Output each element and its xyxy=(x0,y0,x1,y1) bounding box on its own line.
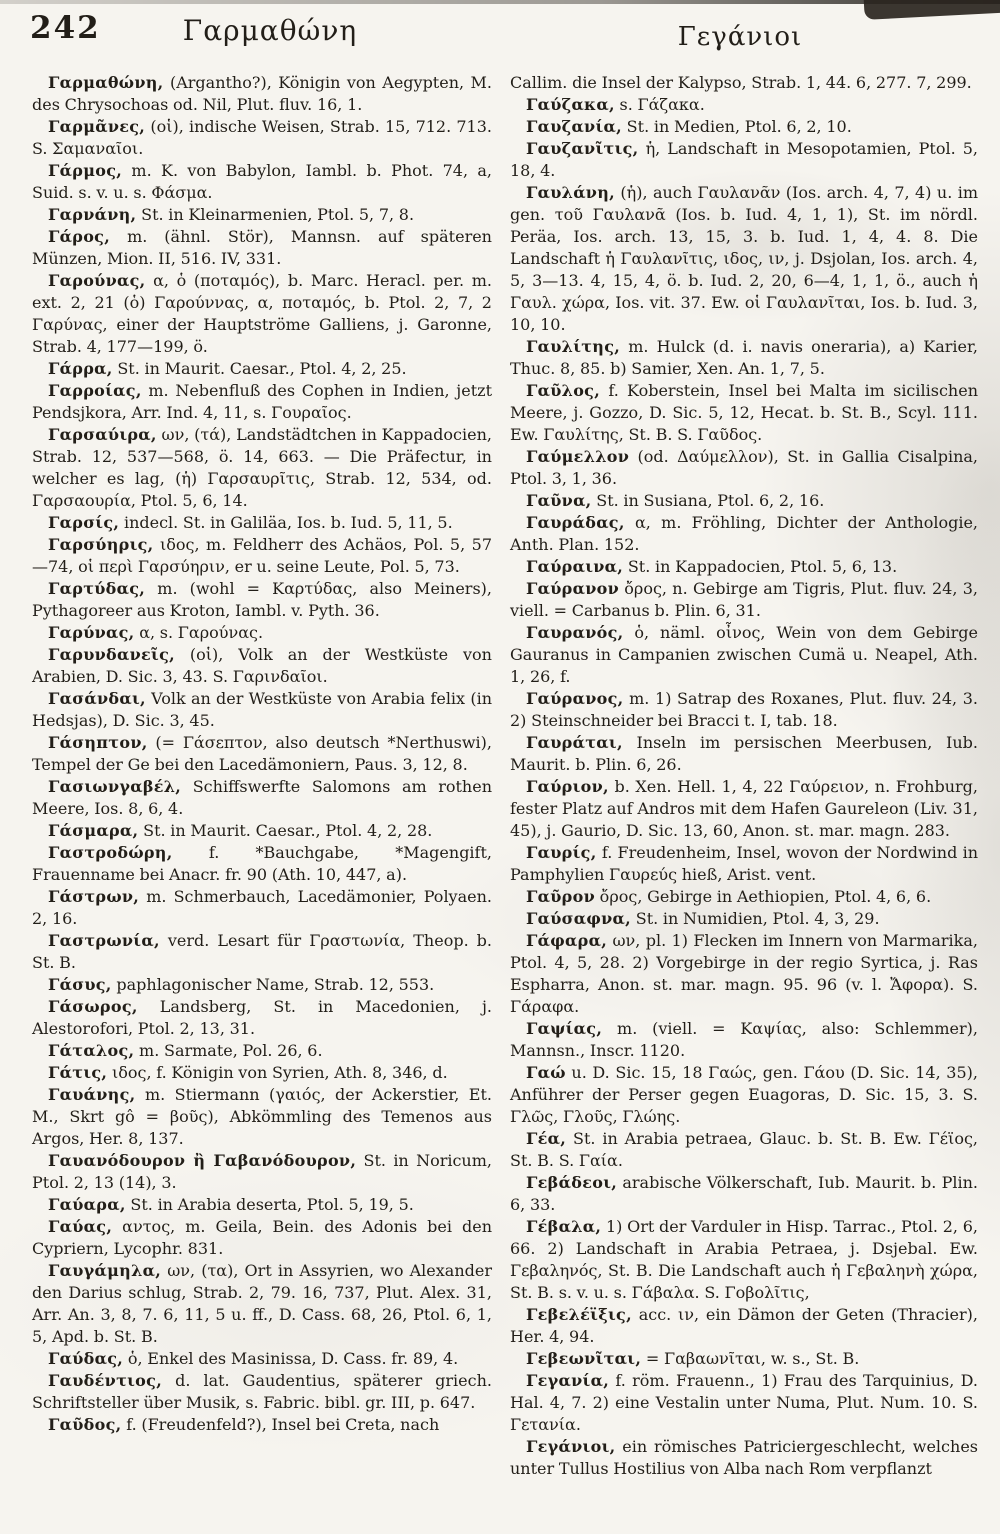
entry-text: f. Koberstein, Insel bei Malta im sicilischen Meere, j. Gozzo, D. Sic. 5, 12, Hecat. b. St. B., Scyl. 111. Ew. Γαυλίτης, St. B. S. Γαῦδος. xyxy=(510,381,978,444)
dictionary-entry xyxy=(32,776,492,820)
entry-text: m. (ähnl. Stör), Mannsn. auf späteren Münzen, Mion. II, 516. IV, 331. xyxy=(32,227,492,268)
dictionary-entry xyxy=(510,1062,978,1128)
entry-headword: Γαῦδος, xyxy=(48,1415,122,1434)
entry-headword: Γάρμος, xyxy=(48,161,123,180)
entry-headword: Γάταλος, xyxy=(48,1041,135,1060)
entry-headword: Γαρμᾶνες, xyxy=(48,117,146,136)
entry-headword: Γαώ xyxy=(526,1063,566,1082)
entry-text: ὁ, Enkel des Masinissa, D. Cass. fr. 89, 4. xyxy=(123,1349,459,1368)
dictionary-entry xyxy=(510,688,978,732)
entry-headword: Γαστροδώρη, xyxy=(48,843,173,862)
dictionary-entry xyxy=(32,204,492,226)
entry-text: f. (Freudenfeld?), Insel bei Creta, nach xyxy=(121,1415,440,1434)
dictionary-entry xyxy=(32,732,492,776)
entry-text: (ἡ), auch Γαυλανᾶν (Ios. arch. 4, 7, 4) u. im gen. τοῦ Γαυλανᾶ (Ios. b. Iud. 4, 1, 1), St. im nördl. Peräa, Ios. arch. 13, 15, 3. b. Iud. 1, 4, 4. 8. Die Landschaft ἡ Γαυλανῖτις, ιδος, ιν, j. Dsjolan, Ios. arch. 4, 5, 3—13. 4, 15, 4, ö. b. Iud. 2, 20, 6—4, 1, 1, ö., auch ἡ Γαυλ. χώρα, Ios. vit. 37. Ew. οἱ Γαυλανῖται, Ios. b. Iud. 3, 10, 10. xyxy=(510,183,978,334)
dictionary-entry xyxy=(510,578,978,622)
entry-text: Callim. die Insel der Kalypso, Strab. 1, 44. 6, 277. 7, 299. xyxy=(510,73,972,92)
dictionary-entry xyxy=(510,1128,978,1172)
dictionary-entry xyxy=(32,996,492,1040)
entry-text: ιδος, f. Königin von Syrien, Ath. 8, 346, d. xyxy=(107,1063,448,1082)
entry-headword: Γαῦρον xyxy=(526,887,595,906)
entry-headword: Γαυανόδουρον ἢ Γαβανόδουρον, xyxy=(48,1151,357,1170)
dictionary-entry xyxy=(32,930,492,974)
entry-headword: Γάρρα, xyxy=(48,359,113,378)
entry-headword: Γαυδέντιος, xyxy=(48,1371,163,1390)
entry-headword: Γαυζανῖτις, xyxy=(526,139,639,158)
dictionary-entry xyxy=(32,578,492,622)
entry-headword: Γάσυς, xyxy=(48,975,112,994)
dictionary-entry xyxy=(32,160,492,204)
entry-text: s. Γάζακα. xyxy=(614,95,705,114)
dictionary-entry xyxy=(32,1348,492,1370)
dictionary-entry xyxy=(510,72,978,94)
running-head-left: Γαρμαθώνη xyxy=(182,14,358,47)
entry-headword: Γάρος, xyxy=(48,227,111,246)
entry-headword: Γαυρίς, xyxy=(526,843,597,862)
text-columns xyxy=(32,72,978,1480)
entry-text: ὄρος, n. Gebirge am Tigris, Plut. fluv. 24, 3, viell. = Carbanus b. Plin. 6, 31. xyxy=(510,579,978,620)
entry-headword: Γαρυνδανεῖς, xyxy=(48,645,175,664)
dictionary-entry xyxy=(510,930,978,1018)
entry-text: α, m. Fröhling, Dichter der Anthologie, Anth. Plan. 152. xyxy=(510,513,978,554)
entry-headword: Γαυζανία, xyxy=(526,117,622,136)
dictionary-entry xyxy=(510,138,978,182)
dictionary-entry xyxy=(32,534,492,578)
entry-headword: Γαύσαφνα, xyxy=(526,909,632,928)
entry-headword: Γάσμαρα, xyxy=(48,821,139,840)
entry-text: paphlagonischer Name, Strab. 12, 553. xyxy=(111,975,435,994)
entry-text: u. D. Sic. 15, 18 Γαώς, gen. Γάου (D. Sic. 14, 35), Anführer der Perser gegen Euagoras, D. Sic. 15, 3. S. Γλῶς, Γλοῦς, Γλώης. xyxy=(510,1063,978,1126)
dictionary-entry xyxy=(510,908,978,930)
entry-text: St. in Noricum, Ptol. 2, 13 (14), 3. xyxy=(32,1151,492,1192)
entry-text: acc. ιν, ein Dämon der Geten (Thracier), Her. 4, 94. xyxy=(510,1305,978,1346)
running-head-right: Γεγάνιοι xyxy=(677,22,803,52)
dictionary-entry xyxy=(510,94,978,116)
entry-headword: Γαρύνας, xyxy=(48,623,135,642)
dictionary-entry xyxy=(510,556,978,578)
entry-text: St. in Arabia petraea, Glauc. b. St. B. Ew. Γέϊος, St. B. S. Γαία. xyxy=(510,1129,978,1170)
entry-text: St. in Arabia deserta, Ptol. 5, 19, 5. xyxy=(125,1195,414,1214)
entry-text: m. Sarmate, Pol. 26, 6. xyxy=(134,1041,323,1060)
dictionary-entry xyxy=(32,842,492,886)
entry-headword: Γεβελέϊξις, xyxy=(526,1305,632,1324)
right-column xyxy=(510,72,978,1480)
dictionary-entry xyxy=(32,1414,492,1436)
entry-text: St. in Maurit. Caesar., Ptol. 4, 2, 25. xyxy=(112,359,407,378)
entry-text: St. in Kleinarmenien, Ptol. 5, 7, 8. xyxy=(136,205,415,224)
entry-text: ιδος, m. Feldherr des Achäos, Pol. 5, 57—74, οἱ περὶ Γαρσύηριν, er u. seine Leute, Pol. 5, 73. xyxy=(32,535,492,576)
entry-headword: Γαρτύδας, xyxy=(48,579,146,598)
dictionary-entry xyxy=(32,380,492,424)
entry-headword: Γαῦνα, xyxy=(526,491,592,510)
dictionary-entry xyxy=(510,1018,978,1062)
entry-headword: Γαψίας, xyxy=(526,1019,603,1038)
entry-headword: Γαυλίτης, xyxy=(526,337,621,356)
entry-headword: Γαύραινα, xyxy=(526,557,624,576)
dictionary-entry xyxy=(32,72,492,116)
entry-headword: Γαρσαύιρα, xyxy=(48,425,157,444)
entry-headword: Γαύδας, xyxy=(48,1349,124,1368)
entry-text: (= Γάσεπτον, also deutsch *Nerthuswi), Tempel der Ge bei den Lacedämoniern, Paus. 3, 12, 8. xyxy=(32,733,492,774)
entry-headword: Γαρούνας, xyxy=(48,271,146,290)
entry-text: Schiffswerfte Salomons am rothen Meere, Ios. 8, 6, 4. xyxy=(32,777,492,818)
entry-headword: Γαυάνης, xyxy=(48,1085,136,1104)
entry-headword: Γαύριον, xyxy=(526,777,609,796)
entry-text: ων, (τά), Landstädtchen in Kappadocien, Strab. 12, 537—568, ö. 14, 663. — Die Präfectur, in welcher es lag, (ἡ) Γαρσαυρῖτις, Strab. 12, 534, od. Γαρσαουρία, Ptol. 5, 6, 14. xyxy=(32,425,492,510)
entry-headword: Γαρμαθώνη, xyxy=(48,73,164,92)
dictionary-entry xyxy=(510,1370,978,1436)
entry-headword: Γάσωρος, xyxy=(48,997,138,1016)
entry-text: m. Stiermann (γαιός, der Ackerstier, Et. M., Skrt gô = βοῦς), Abkömmling des Temenos aus Argos, Her. 8, 137. xyxy=(32,1085,492,1148)
entry-text: St. in Numidien, Ptol. 4, 3, 29. xyxy=(631,909,880,928)
entry-headword: Γεγάνιοι, xyxy=(526,1437,616,1456)
dictionary-entry xyxy=(510,776,978,842)
entry-text: αντος, m. Geila, Bein. des Adonis bei den Cypriern, Lycophr. 831. xyxy=(32,1217,492,1258)
entry-text: f. Freudenheim, Insel, wovon der Nordwind in Pamphylien Γαυρεύς hieß, Arist. vent. xyxy=(510,843,978,884)
entry-headword: Γαύμελλον xyxy=(526,447,630,466)
entry-text: α, s. Γαρούνας. xyxy=(134,623,264,642)
dictionary-entry xyxy=(32,1216,492,1260)
entry-text: ὄρος, Gebirge in Aethiopien, Ptol. 4, 6, 6. xyxy=(595,887,932,906)
dictionary-entry xyxy=(32,270,492,358)
dictionary-entry xyxy=(510,182,978,336)
entry-headword: Γαυράδας, xyxy=(526,513,625,532)
left-column xyxy=(32,72,492,1480)
entry-text: ων, pl. 1) Flecken im Innern von Marmarika, Ptol. 4, 5, 28. 2) Vorgebirge in der regio Syrtica, j. Ras Espharra, Anon. st. mar. magn. 95. 96 (v. l. Ἄφορα). S. Γάραφα. xyxy=(510,931,978,1016)
entry-text: verd. Lesart für Γραστωνία, Theop. b. St. B. xyxy=(32,931,492,972)
entry-headword: Γαῦλος, xyxy=(526,381,601,400)
entry-text: ein römisches Patriciergeschlecht, welches unter Tullus Hostilius von Alba nach Rom verpflanzt xyxy=(510,1437,978,1478)
entry-text: m. (wohl = Καρτύδας, also Meiners), Pythagoreer aus Kroton, Iambl. v. Pyth. 36. xyxy=(32,579,492,620)
entry-headword: Γαρροίας, xyxy=(48,381,142,400)
scan-edge-artifact xyxy=(0,0,1000,4)
dictionary-entry xyxy=(32,622,492,644)
entry-headword: Γαύρανον xyxy=(526,579,620,598)
dictionary-entry xyxy=(32,1040,492,1062)
dictionary-entry xyxy=(510,1216,978,1304)
dictionary-entry xyxy=(510,116,978,138)
entry-text: Volk an der Westküste von Arabia felix (in Hedsjas), D. Sic. 3, 45. xyxy=(32,689,492,730)
entry-text: = Γαβαωνῖται, w. s., St. B. xyxy=(641,1349,860,1368)
entry-headword: Γάτις, xyxy=(48,1063,108,1082)
dictionary-entry xyxy=(32,424,492,512)
dictionary-entry xyxy=(510,1304,978,1348)
entry-headword: Γέα, xyxy=(526,1129,567,1148)
entry-text: Landsberg, St. in Macedonien, j. Alestorofori, Ptol. 2, 13, 31. xyxy=(32,997,492,1038)
entry-text: (οἱ), indische Weisen, Strab. 15, 712. 713. S. Σαμαναῖοι. xyxy=(32,117,492,158)
entry-text: St. in Kappadocien, Ptol. 5, 6, 13. xyxy=(623,557,898,576)
entry-headword: Γαυράται, xyxy=(526,733,623,752)
entry-text: ων, (τα), Ort in Assyrien, wo Alexander den Darius schlug, Strab. 2, 79. 16, 737, Plut. Alex. 31, Arr. An. 3, 8, 7. 6, 11, 5 u. ff., D. Cass. 68, 26, Ptol. 6, 1, 5, Apd. b. St. B. xyxy=(32,1261,492,1346)
entry-headword: Γασιωνγαβέλ, xyxy=(48,777,182,796)
dictionary-entry xyxy=(510,512,978,556)
entry-text: m. 1) Satrap des Roxanes, Plut. fluv. 24, 3. 2) Steinschneider bei Bracci t. I, tab. 18. xyxy=(510,689,978,730)
entry-text: (od. Δαύμελλον), St. in Gallia Cisalpina, Ptol. 3, 1, 36. xyxy=(510,447,978,488)
dictionary-entry xyxy=(32,226,492,270)
entry-text: indecl. St. in Galiläa, Ios. b. Iud. 5, 11, 5. xyxy=(119,513,453,532)
dictionary-entry xyxy=(32,974,492,996)
entry-headword: Γαύζακα, xyxy=(526,95,615,114)
dictionary-entry xyxy=(32,116,492,160)
dictionary-entry xyxy=(32,688,492,732)
entry-text: m. K. von Babylon, Iambl. b. Phot. 74, a, Suid. s. v. u. s. Φάσμα. xyxy=(32,161,492,202)
dictionary-entry xyxy=(32,512,492,534)
entry-text: St. in Susiana, Ptol. 6, 2, 16. xyxy=(591,491,825,510)
entry-headword: Γάστρων, xyxy=(48,887,140,906)
entry-text: m. (viell. = Καψίας, also: Schlemmer), Mannsn., Inscr. 1120. xyxy=(510,1019,978,1060)
entry-text: (Argantho?), Königin von Aegypten, M. des Chrysochoas od. Nil, Plut. fluv. 16, 1. xyxy=(32,73,492,114)
entry-text: f. *Bauchgabe, *Magengift, Frauenname bei Anacr. fr. 90 (Ath. 10, 447, a). xyxy=(32,843,492,884)
entry-headword: Γεγανία, xyxy=(526,1371,610,1390)
entry-text: m. Nebenfluß des Cophen in Indien, jetzt Pendsjkora, Arr. Ind. 4, 11, s. Γουραῖος. xyxy=(32,381,492,422)
dictionary-entry xyxy=(510,1436,978,1480)
dictionary-entry xyxy=(510,886,978,908)
entry-headword: Γάσηπτον, xyxy=(48,733,148,752)
entry-headword: Γάφαρα, xyxy=(526,931,608,950)
entry-text: m. Hulck (d. i. navis oneraria), a) Karier, Thuc. 8, 85. b) Samier, Xen. An. 1, 7, 5. xyxy=(510,337,978,378)
dictionary-entry xyxy=(32,1194,492,1216)
dictionary-entry xyxy=(510,490,978,512)
entry-headword: Γεβεωνῖται, xyxy=(526,1349,642,1368)
dictionary-entry xyxy=(510,446,978,490)
page-number: 242 xyxy=(30,10,101,46)
dictionary-entry xyxy=(510,842,978,886)
dictionary-entry xyxy=(32,1260,492,1348)
entry-headword: Γεβάδεοι, xyxy=(526,1173,618,1192)
dictionary-entry xyxy=(32,1062,492,1084)
entry-headword: Γαυγάμηλα, xyxy=(48,1261,162,1280)
entry-headword: Γαύαρα, xyxy=(48,1195,126,1214)
entry-headword: Γέβαλα, xyxy=(526,1217,602,1236)
dictionary-entry xyxy=(510,1172,978,1216)
dictionary-entry xyxy=(510,1348,978,1370)
entry-text: b. Xen. Hell. 1, 4, 22 Γαύρειον, n. Frohburg, fester Platz auf Andros mit dem Hafen Gaureleon (Liv. 31, 45), j. Gaurio, D. Sic. 13, 60, Anon. st. mar. magn. 283. xyxy=(510,777,978,840)
entry-text: (οἱ), Volk an der Westküste von Arabien, D. Sic. 3, 43. S. Γαρινδαῖοι. xyxy=(32,645,492,686)
entry-headword: Γαρνάνη, xyxy=(48,205,137,224)
dictionary-entry xyxy=(510,622,978,688)
entry-headword: Γαυλάνη, xyxy=(526,183,616,202)
entry-text: ὁ, näml. οἶνος, Wein von dem Gebirge Gauranus in Campanien zwischen Cumä u. Neapel, Ath. 1, 26, f. xyxy=(510,623,978,686)
entry-text: f. röm. Frauenn., 1) Frau des Tarquinius, D. Hal. 4, 7. 2) eine Vestalin unter Numa, Plut. Num. 10. S. Γετανία. xyxy=(510,1371,978,1434)
dictionary-entry xyxy=(32,820,492,842)
dictionary-entry xyxy=(510,336,978,380)
entry-headword: Γαύρανος, xyxy=(526,689,624,708)
entry-text: ἡ, Landschaft in Mesopotamien, Ptol. 5, 18, 4. xyxy=(510,139,978,180)
dictionary-entry xyxy=(32,1150,492,1194)
entry-text: arabische Völkerschaft, Iub. Maurit. b. Plin. 6, 33. xyxy=(510,1173,978,1214)
entry-headword: Γαστρωνία, xyxy=(48,931,160,950)
entry-text: St. in Medien, Ptol. 6, 2, 10. xyxy=(622,117,852,136)
entry-text: α, ὁ (ποταμός), b. Marc. Heracl. per. m. ext. 2, 21 (ὁ) Γαρούννας, α, ποταμός, b. Ptol. 2, 7, 2 Γαρύνας, einer der Hauptströme Galliens, j. Garonne, Strab. 4, 177—199, ö. xyxy=(32,271,492,356)
entry-headword: Γαύας, xyxy=(48,1217,113,1236)
scan-corner-artifact xyxy=(863,0,1000,20)
dictionary-entry xyxy=(32,886,492,930)
entry-text: 1) Ort der Varduler in Hisp. Tarrac., Ptol. 2, 6, 66. 2) Landschaft in Arabia Petraea, j. Dsjebal. Ew. Γεβαληνός, St. B. Die Landschaft auch ἡ Γεβαληνὴ χώρα, St. B. s. v. u. s. Γάβαλα. S. Γοβολῖτις, xyxy=(510,1217,978,1302)
dictionary-entry xyxy=(32,1370,492,1414)
dictionary-entry xyxy=(510,380,978,446)
dictionary-entry xyxy=(32,1084,492,1150)
entry-headword: Γαυρανός, xyxy=(526,623,624,642)
dictionary-entry xyxy=(32,358,492,380)
entry-text: Inseln im persischen Meerbusen, Iub. Maurit. b. Plin. 6, 26. xyxy=(510,733,978,774)
dictionary-entry xyxy=(510,732,978,776)
entry-text: St. in Maurit. Caesar., Ptol. 4, 2, 28. xyxy=(138,821,433,840)
entry-text: d. lat. Gaudentius, späterer griech. Schriftsteller über Musik, s. Fabric. bibl. gr. III, p. 647. xyxy=(32,1371,492,1412)
entry-text: m. Schmerbauch, Lacedämonier, Polyaen. 2, 16. xyxy=(32,887,492,928)
entry-headword: Γαρσίς, xyxy=(48,513,120,532)
dictionary-entry xyxy=(32,644,492,688)
entry-headword: Γασάνδαι, xyxy=(48,689,146,708)
entry-headword: Γαρσύηρις, xyxy=(48,535,154,554)
